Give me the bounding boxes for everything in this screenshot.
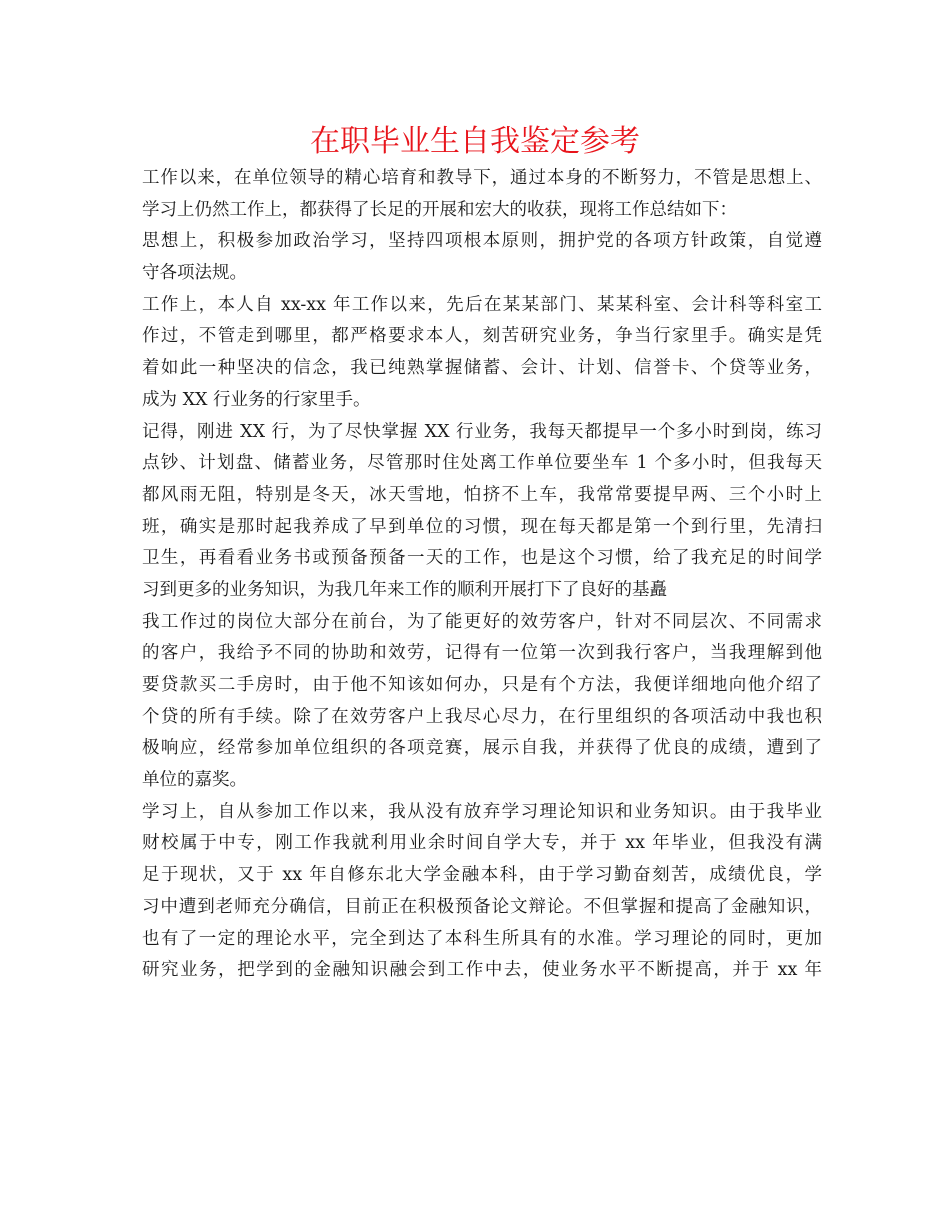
text-line: 学习上，自从参加工作以来，我从没有放弃学习理论知识和业务知识。由于我毕业: [142, 801, 822, 822]
document-title: 在职毕业生自我鉴定参考: [310, 124, 640, 159]
document-body: [142, 163, 822, 987]
text-line: 工作上，本人自 xx-xx 年工作以来，先后在某某部门、某某科室、会计科等科室工: [142, 294, 822, 315]
text-line: 个贷的所有手续。除了在效劳客户上我尽心尽力，在行里组织的各项活动中我也积: [142, 706, 822, 727]
text-line: 习中遭到老师充分确信，目前正在积极预备论文辩论。不但掌握和提高了金融知识，: [142, 896, 822, 917]
text-line: 思想上，积极参加政治学习，坚持四项根本原则，拥护党的各项方针政策，自觉遵: [142, 231, 822, 252]
text-line: 研究业务，把学到的金融知识融会到工作中去，使业务水平不断提高，并于 xx 年: [142, 960, 822, 981]
text-line: 工作以来，在单位领导的精心培育和教导下，通过本身的不断努力，不管是思想上、: [142, 168, 822, 188]
text-line: 要贷款买二手房时，由于他不知该如何办，只是有个方法，我便详细地向他介绍了: [142, 675, 822, 695]
text-line: 都风雨无阻，特别是冬天，冰天雪地，怕挤不上车，我常常要提早两、三个小时上: [142, 484, 822, 505]
text-line: 单位的嘉奖。: [142, 770, 247, 791]
text-line: 班，确实是那时起我养成了早到单位的习惯，现在每天都是第一个到行里，先清扫: [142, 516, 822, 537]
text-line: 极响应，经常参加单位组织的各项竞赛，展示自我，并获得了优良的成绩，遭到了: [142, 738, 822, 759]
text-line: 我工作过的岗位大部分在前台，为了能更好的效劳客户，针对不同层次、不同需求: [142, 611, 822, 632]
text-line: 成为 XX 行业务的行家里手。: [142, 389, 371, 410]
text-line: 点钞、计划盘、储蓄业务，尽管那时住处离工作单位要坐车 1 个多小时，但我每天: [142, 453, 822, 474]
text-line: 卫生，再看看业务书或预备预备一天的工作，也是这个习惯，给了我充足的时间学: [142, 548, 822, 569]
text-line: 也有了一定的理论水平，完全到达了本科生所具有的水准。学习理论的同时，更加: [142, 928, 822, 949]
text-line: 作过，不管走到哪里，都严格要求本人，刻苦研究业务，争当行家里手。确实是凭: [142, 326, 822, 347]
text-line: 守各项法规。: [142, 263, 247, 284]
text-line: 习到更多的业务知识，为我几年来工作的顺利开展打下了良好的基矗: [142, 579, 667, 600]
text-line: 的客户，我给予不同的协助和效劳，记得有一位第一次到我行客户，当我理解到他: [142, 643, 822, 664]
text-line: 足于现状，又于 xx 年自修东北大学金融本科，由于学习勤奋刻苦，成绩优良，学: [142, 865, 822, 886]
text-line: 学习上仍然工作上，都获得了长足的开展和宏大的收获，现将工作总结如下：: [142, 199, 737, 220]
text-line: 财校属于中专，刚工作我就利用业余时间自学大专，并于 xx 年毕业，但我没有满: [142, 833, 822, 854]
text-line: 记得，刚进 XX 行，为了尽快掌握 XX 行业务，我每天都提早一个多小时到岗，练习: [142, 421, 822, 442]
text-line: 着如此一种坚决的信念，我已纯熟掌握储蓄、会计、计划、信誉卡、个贷等业务，: [142, 358, 822, 379]
